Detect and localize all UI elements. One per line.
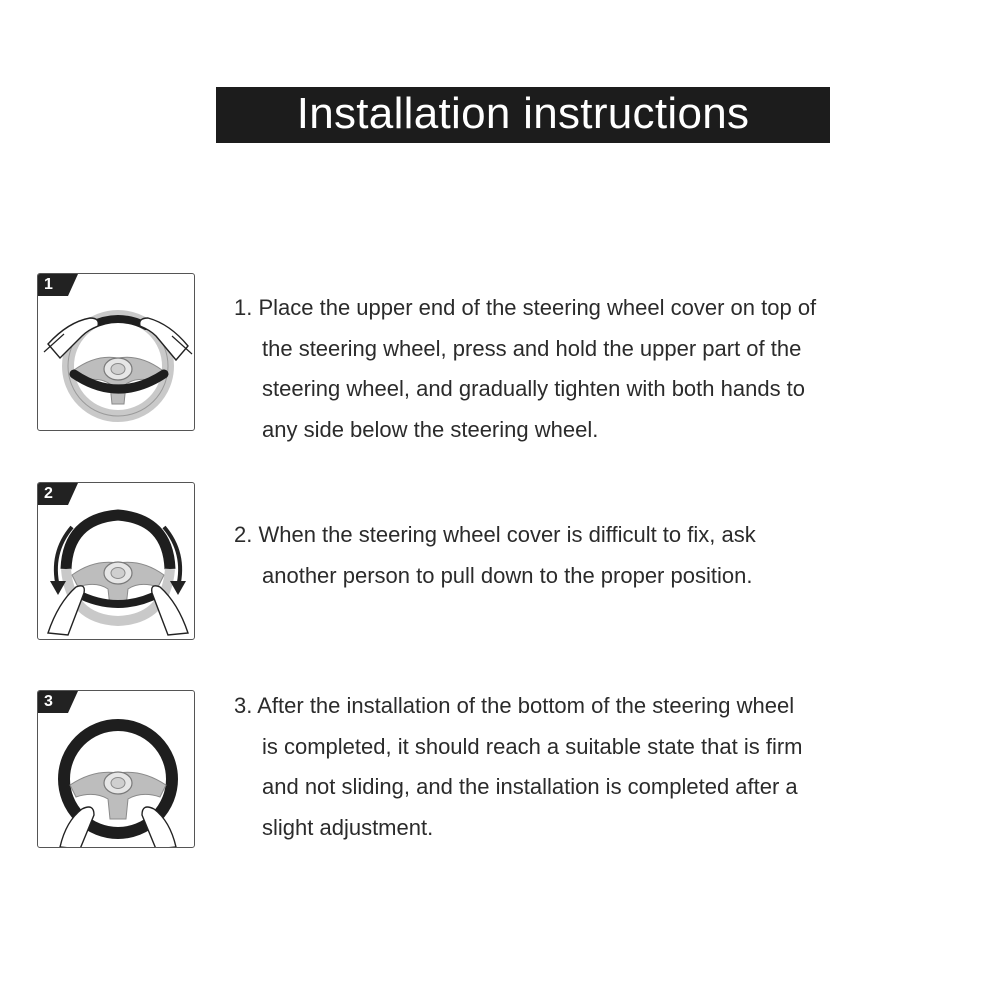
step-2-text: [234, 515, 924, 596]
step-badge: [38, 483, 78, 505]
step-badge: [38, 691, 78, 713]
steering-wheel-cover-pull-icon: [38, 483, 195, 640]
step-text-line: 1. Place the upper end of the steering wheel cover on top of: [234, 295, 817, 320]
title-banner: [216, 87, 830, 143]
step-text-line: the steering wheel, press and hold the upper part of the: [262, 335, 802, 361]
step-1-text: [234, 288, 924, 450]
step-2-illustration-frame: [37, 482, 195, 640]
step-text-line: is completed, it should reach a suitable state that is firm: [262, 733, 803, 759]
step-number: 1: [44, 276, 53, 293]
step-badge: [38, 274, 78, 296]
page-title: Installation instructions: [296, 89, 750, 138]
step-text-line: any side below the steering wheel.: [262, 416, 599, 442]
step-text-line: steering wheel, and gradually tighten with both hands to: [262, 376, 806, 401]
steering-wheel-cover-bottom-icon: [38, 691, 195, 848]
step-3-illustration-frame: [37, 690, 195, 848]
step-1-illustration-frame: [37, 273, 195, 431]
step-text-line: and not sliding, and the installation is completed after a: [262, 774, 798, 799]
step-number: 2: [44, 485, 53, 502]
steering-wheel-cover-top-icon: [38, 274, 195, 431]
step-text-line: another person to pull down to the proper position.: [262, 562, 753, 588]
step-text-line: 3. After the installation of the bottom of the steering wheel: [234, 693, 795, 718]
step-3-text: [234, 686, 924, 848]
step-number: 3: [44, 693, 53, 710]
step-text-line: 2. When the steering wheel cover is difficult to fix, ask: [234, 522, 756, 547]
step-text-line: slight adjustment.: [262, 814, 434, 840]
